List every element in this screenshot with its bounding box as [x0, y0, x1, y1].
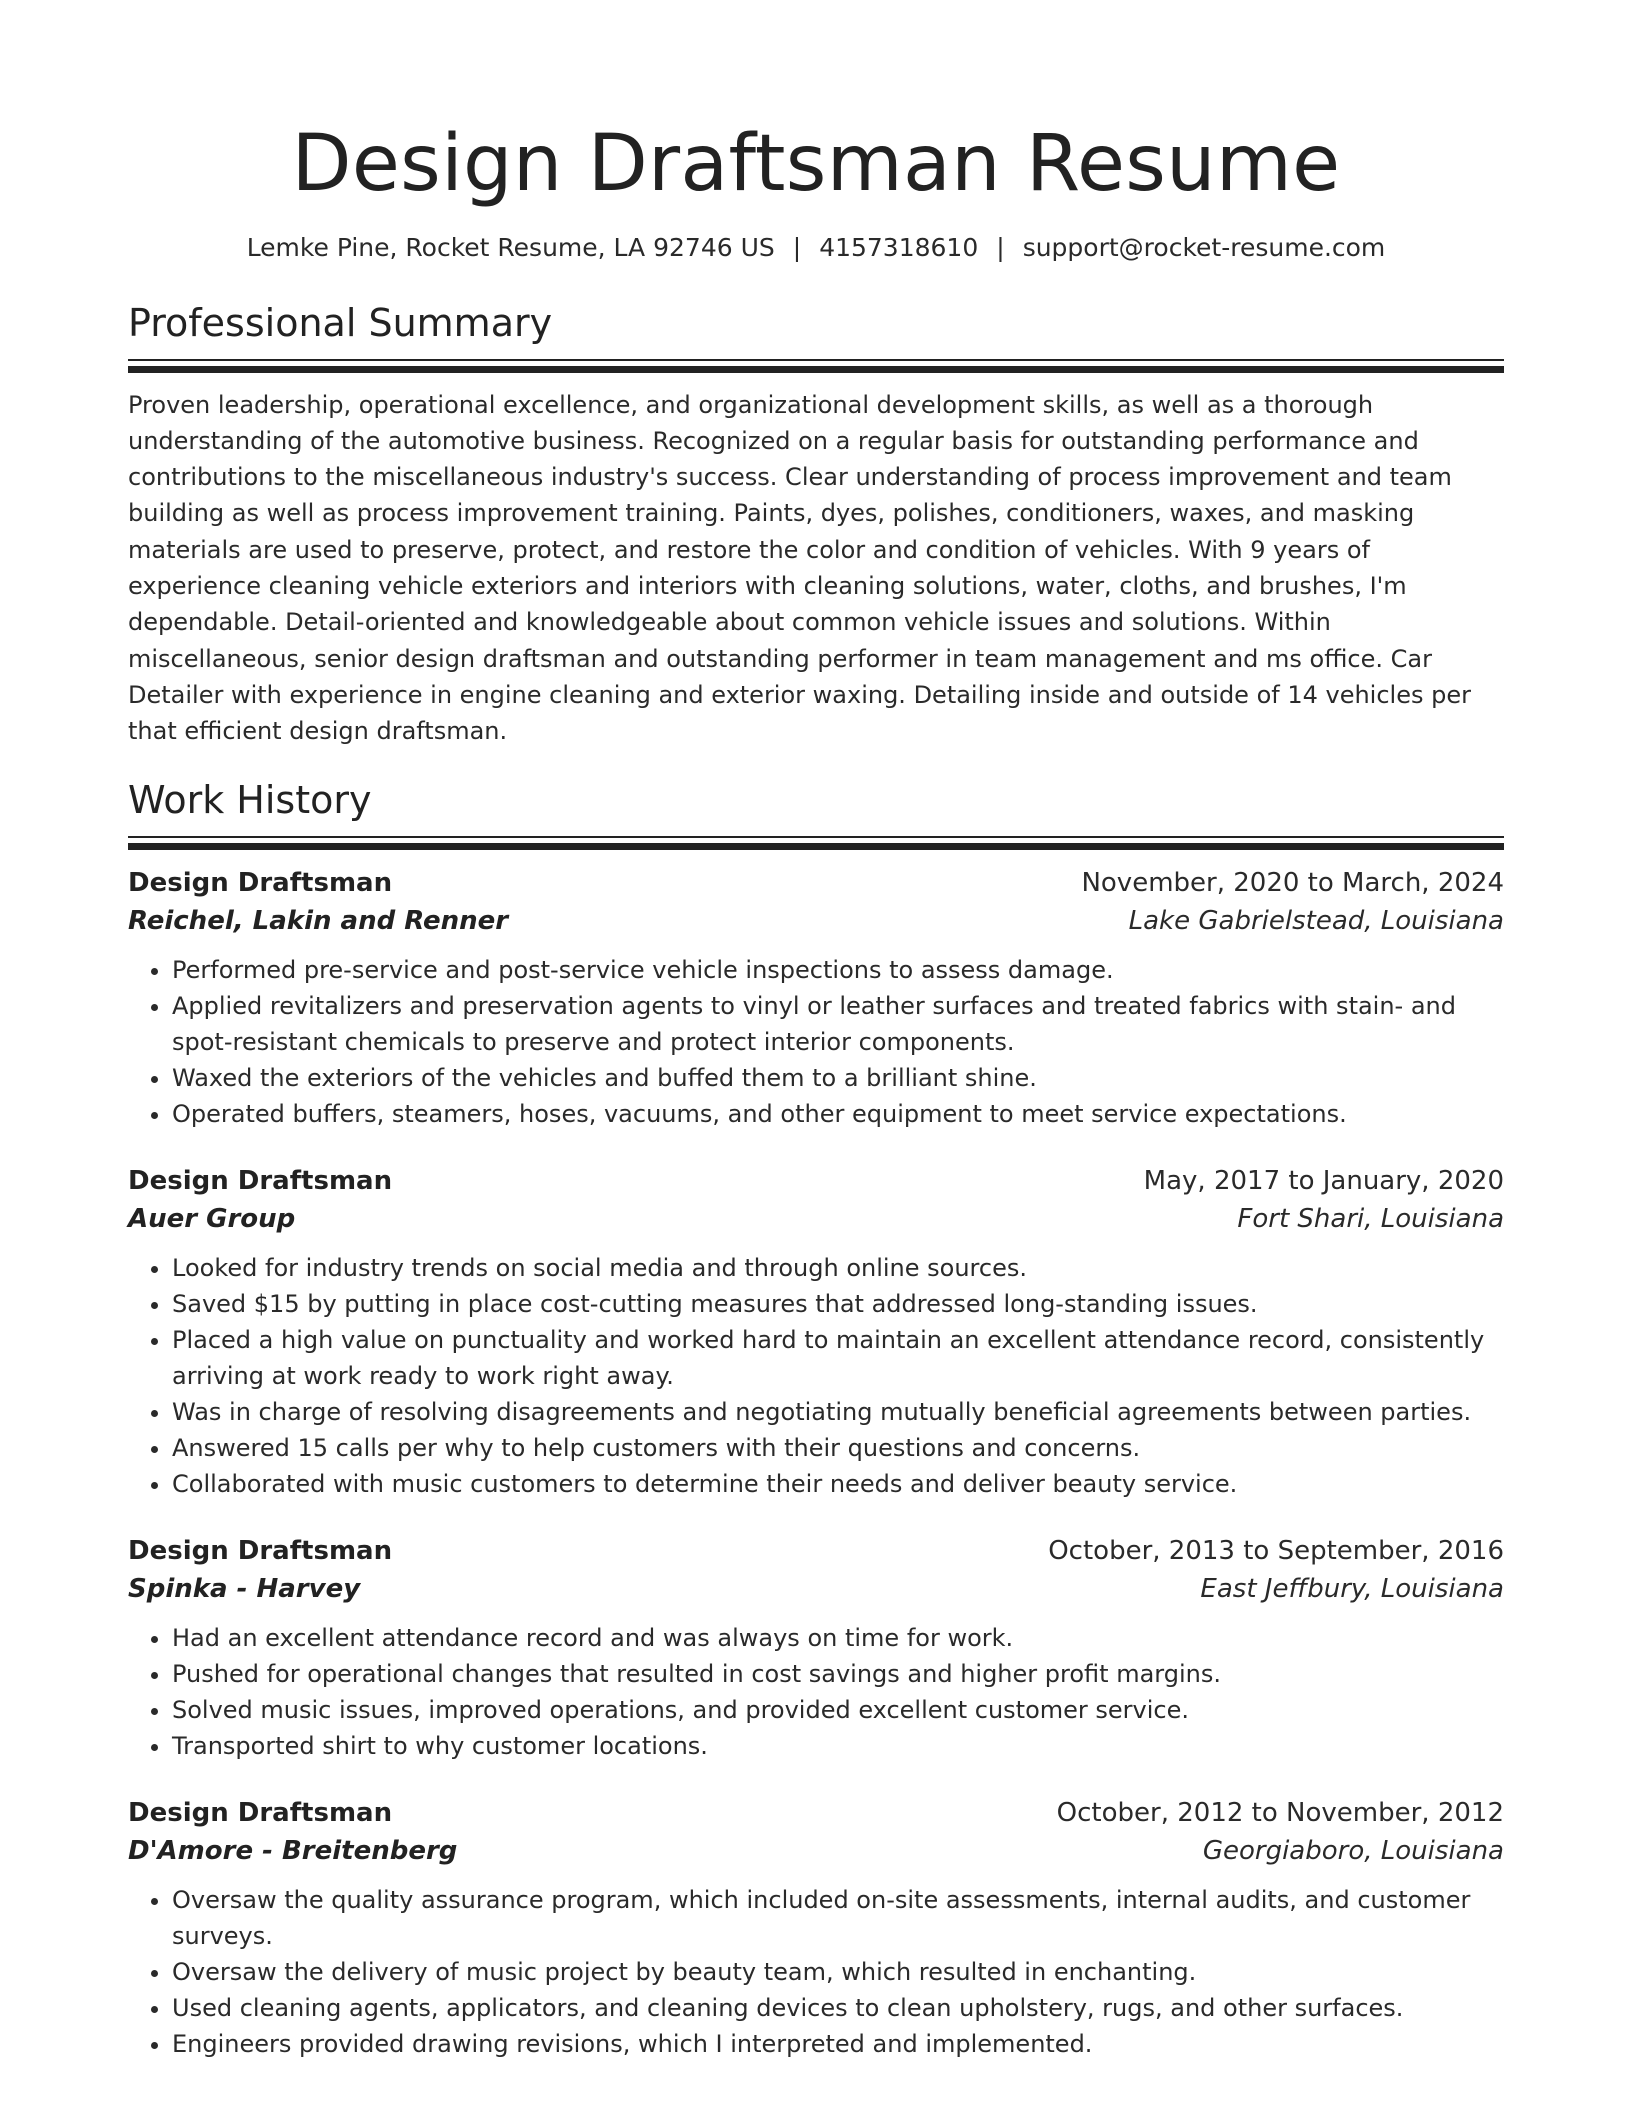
job-bullet-list	[128, 1882, 1504, 2062]
job-bullet: • Answered 15 calls per why to help customers with their questions and concerns.	[172, 1430, 1504, 1466]
job-subheader-row	[128, 1200, 1504, 1238]
job-bullet-list	[128, 952, 1504, 1132]
job-bullet: • Had an excellent attendance record and was always on time for work.	[172, 1620, 1504, 1656]
job-dates: October, 2013 to September, 2016	[1048, 1535, 1504, 1566]
job-header-row	[128, 1794, 1504, 1832]
job-bullet: • Was in charge of resolving disagreements and negotiating mutually beneficial agreements between parties.	[172, 1394, 1504, 1430]
job-list	[128, 864, 1504, 2062]
job-title: Design Draftsman	[128, 1165, 393, 1196]
contact-line	[128, 231, 1504, 265]
contact-separator: |	[792, 232, 802, 262]
resume-page	[128, 118, 1504, 2062]
job-dates: November, 2020 to March, 2024	[1081, 867, 1504, 898]
job-location: Fort Shari, Louisiana	[1237, 1203, 1504, 1234]
job-company: Reichel, Lakin and Renner	[128, 905, 509, 936]
job-dates: October, 2012 to November, 2012	[1056, 1797, 1504, 1828]
job-bullet: • Performed pre-service and post-service vehicle inspections to assess damage.	[172, 952, 1504, 988]
job-subheader-row	[128, 902, 1504, 940]
job-entry	[128, 1532, 1504, 1764]
contact-email: support@rocket-resume.com	[1022, 232, 1386, 262]
summary-text: Proven leadership, operational excellence, and organizational development skills, as well as a thorough understanding of the automotive business. Recognized on a regular basis for outstanding performance and contributions to the miscellaneous industry's success. Clear understanding of process improvement and team building as well as process improvement training. Paints, dyes, polishes, conditioners, waxes, and masking materials are used to preserve, protect, and restore the color and condition of vehicles. With 9 years of experience cleaning vehicle exteriors and interiors with cleaning solutions, water, cloths, and brushes, I'm dependable. Detail-oriented and knowledgeable about common vehicle issues and solutions. Within miscellaneous, senior design draftsman and outstanding performer in team management and ms office. Car Detailer with experience in engine cleaning and exterior waxing. Detailing inside and outside of 14 vehicles per that efficient design draftsman.	[128, 390, 1471, 746]
job-title: Design Draftsman	[128, 1535, 393, 1566]
job-bullet: • Applied revitalizers and preservation agents to vinyl or leather surfaces and treated fabrics with stain- and spot-resistant chemicals to preserve and protect interior components.	[172, 988, 1504, 1060]
job-header-row	[128, 1532, 1504, 1570]
job-location: Lake Gabrielstead, Louisiana	[1128, 905, 1504, 936]
job-subheader-row	[128, 1570, 1504, 1608]
job-bullet: • Transported shirt to why customer locations.	[172, 1728, 1504, 1764]
job-bullet: • Collaborated with music customers to determine their needs and deliver beauty service.	[172, 1466, 1504, 1502]
job-bullet: • Placed a high value on punctuality and worked hard to maintain an excellent attendance record, consistently arriving at work ready to work right away.	[172, 1322, 1504, 1394]
section-title-summary: Professional Summary	[128, 300, 553, 345]
job-dates: May, 2017 to January, 2020	[1143, 1165, 1504, 1196]
job-company: Spinka - Harvey	[128, 1573, 361, 1604]
job-header-row	[128, 864, 1504, 902]
job-subheader-row	[128, 1832, 1504, 1870]
job-bullet: • Pushed for operational changes that resulted in cost savings and higher profit margins.	[172, 1656, 1504, 1692]
job-bullet: • Engineers provided drawing revisions, which I interpreted and implemented.	[172, 2026, 1504, 2062]
work-history-section	[128, 776, 1504, 2062]
section-title-work-history: Work History	[128, 777, 372, 822]
job-bullet-list	[128, 1250, 1504, 1502]
section-divider	[128, 359, 1504, 373]
job-entry	[128, 864, 1504, 1132]
resume-name: Design Draftsman Resume	[291, 119, 1341, 209]
job-bullet: • Used cleaning agents, applicators, and cleaning devices to clean upholstery, rugs, and other surfaces.	[172, 1990, 1504, 2026]
contact-address: Lemke Pine, Rocket Resume, LA 92746 US	[246, 232, 775, 262]
job-bullet: • Waxed the exteriors of the vehicles and buffed them to a brilliant shine.	[172, 1060, 1504, 1096]
contact-phone: 4157318610	[819, 232, 979, 262]
job-bullet: • Operated buffers, steamers, hoses, vacuums, and other equipment to meet service expectations.	[172, 1096, 1504, 1132]
job-company: D'Amore - Breitenberg	[128, 1835, 458, 1866]
job-bullet: • Oversaw the delivery of music project by beauty team, which resulted in enchanting.	[172, 1954, 1504, 1990]
job-title: Design Draftsman	[128, 867, 393, 898]
job-entry	[128, 1162, 1504, 1502]
job-location: East Jeffbury, Louisiana	[1200, 1573, 1504, 1604]
job-company: Auer Group	[128, 1203, 296, 1234]
job-bullet: • Solved music issues, improved operations, and provided excellent customer service.	[172, 1692, 1504, 1728]
job-entry	[128, 1794, 1504, 2062]
job-header-row	[128, 1162, 1504, 1200]
job-title: Design Draftsman	[128, 1797, 393, 1828]
job-bullet: • Oversaw the quality assurance program, which included on-site assessments, internal audits, and customer surveys.	[172, 1882, 1504, 1954]
job-location: Georgiaboro, Louisiana	[1202, 1835, 1504, 1866]
job-bullet: • Looked for industry trends on social media and through online sources.	[172, 1250, 1504, 1286]
job-bullet-list	[128, 1620, 1504, 1764]
job-bullet: • Saved $15 by putting in place cost-cutting measures that addressed long-standing issues.	[172, 1286, 1504, 1322]
section-divider	[128, 836, 1504, 850]
contact-separator: |	[996, 232, 1005, 262]
summary-section	[128, 299, 1504, 750]
